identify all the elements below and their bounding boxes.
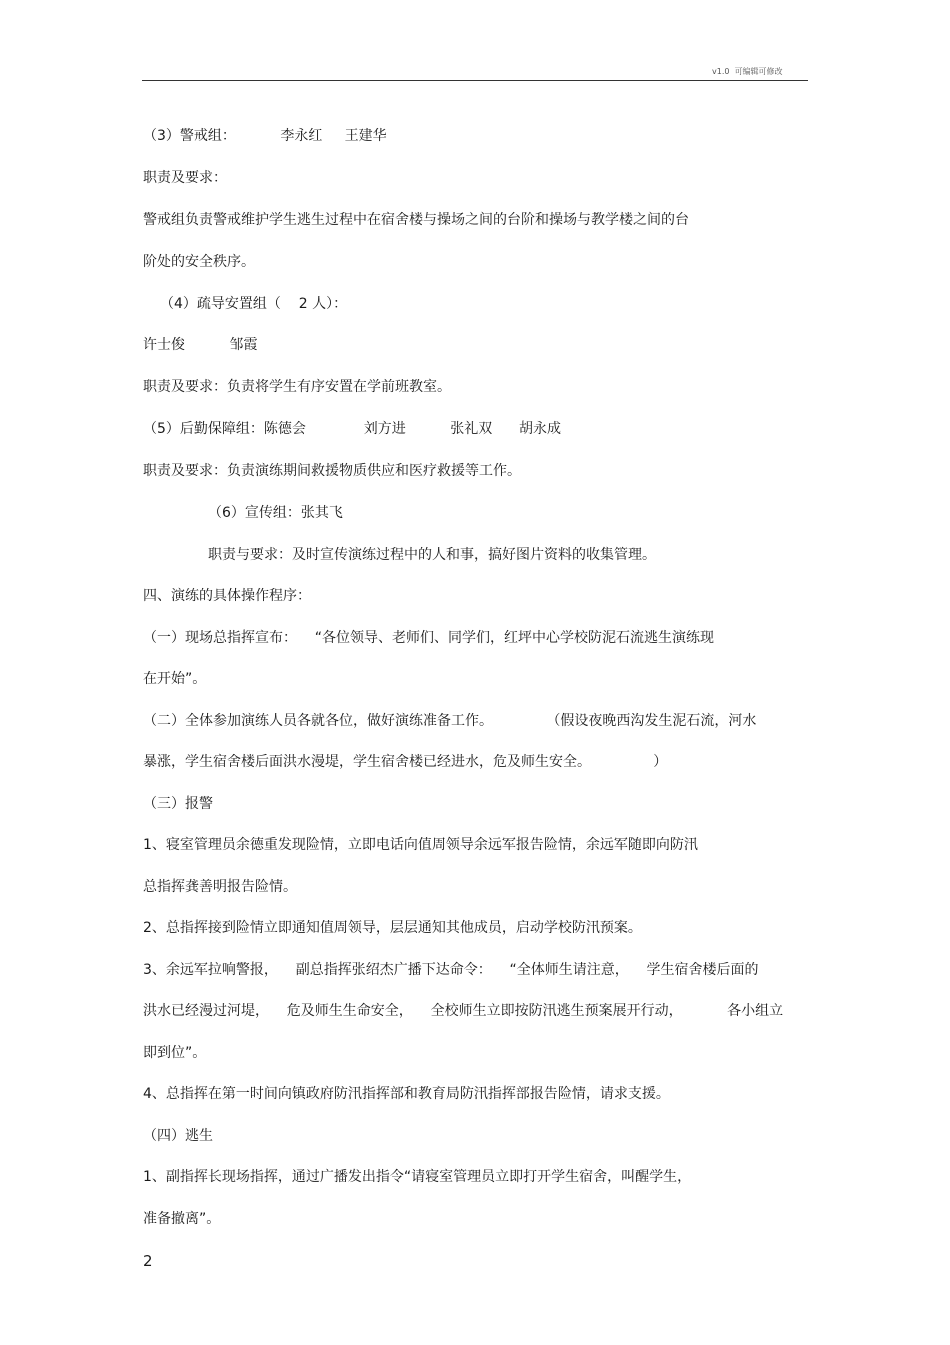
alert-group-duty-text: 警戒组负责警戒维护学生逃生过程中在宿舍楼与操场之间的台阶和操场与教学楼之间的台 [143, 212, 689, 228]
alarm-item-2: 2、总指挥接到险情立即通知值周领导，层层通知其他成员，启动学校防汛预案。 [143, 920, 642, 936]
step-two-prepare-cont: 暴涨，学生宿舍楼后面洪水漫堤，学生宿舍楼已经进水，危及师生安全。 ） [143, 754, 668, 770]
guide-group-members: 许士俊 邹霞 [143, 337, 258, 353]
step-one-announce: （一）现场总指挥宣布： “各位领导、老师们、同学们，红坪中心学校防泥石流逃生演练现 [143, 630, 715, 646]
escape-item-1-cont: 准备撤离”。 [143, 1211, 221, 1227]
section-four-heading: 四、演练的具体操作程序： [143, 588, 311, 604]
alarm-item-4: 4、总指挥在第一时间向镇政府防汛指挥部和教育局防汛指挥部报告险情，请求支援。 [143, 1086, 670, 1102]
alarm-item-1: 1、寝室管理员余德重发现险情，立即电话向值周领导余远军报告险情，余远军随即向防汛 [143, 837, 698, 853]
header-note: 可编辑可修改 [734, 67, 783, 76]
alarm-item-1-cont: 总指挥龚善明报告险情。 [143, 879, 297, 895]
logistics-group-duty: 职责及要求：负责演练期间救援物质供应和医疗救援等工作。 [143, 463, 521, 479]
logistics-group-members: （5）后勤保障组：陈德会 刘方进 张礼双 胡永成 [143, 421, 561, 437]
header-rule [142, 80, 808, 81]
guide-group-duty: 职责及要求：负责将学生有序安置在学前班教室。 [143, 379, 451, 395]
guide-group-heading: （4）疏导安置组（ 2 人）： [160, 296, 348, 312]
page-number: 2 [143, 1252, 153, 1270]
alert-group-duty-label: 职责及要求： [143, 170, 227, 186]
alarm-item-3-cont: 洪水已经漫过河堤， 危及师生生命安全， 全校师生立即按防汛逃生预案展开行动， 各小组立 [143, 1003, 784, 1019]
escape-item-1: 1、副指挥长现场指挥，通过广播发出指令“请寝室管理员立即打开学生宿舍，叫醒学生， [143, 1169, 692, 1185]
alert-group-members: （3）警戒组： 李永红 王建华 [143, 128, 387, 144]
step-two-prepare: （二）全体参加演练人员各就各位，做好演练准备工作。 （假设夜晚西沟发生泥石流，河水 [143, 713, 757, 729]
alert-group-duty-text-cont: 阶处的安全秩序。 [143, 254, 255, 270]
publicity-group-duty: 职责与要求：及时宣传演练过程中的人和事，搞好图片资料的收集管理。 [208, 547, 656, 563]
alarm-item-3: 3、余远军拉响警报， 副总指挥张绍杰广播下达命令： “全体师生请注意， 学生宿舍楼后面的 [143, 962, 759, 978]
step-one-announce-cont: 在开始”。 [143, 671, 207, 687]
alarm-item-3-end: 即到位”。 [143, 1045, 207, 1061]
publicity-group-members: （6）宣传组：张其飞 [208, 505, 343, 521]
step-four-heading: （四）逃生 [143, 1128, 213, 1144]
page-header [712, 66, 783, 77]
step-three-heading: （三）报警 [143, 796, 213, 812]
header-version: v1.0 [712, 67, 730, 76]
